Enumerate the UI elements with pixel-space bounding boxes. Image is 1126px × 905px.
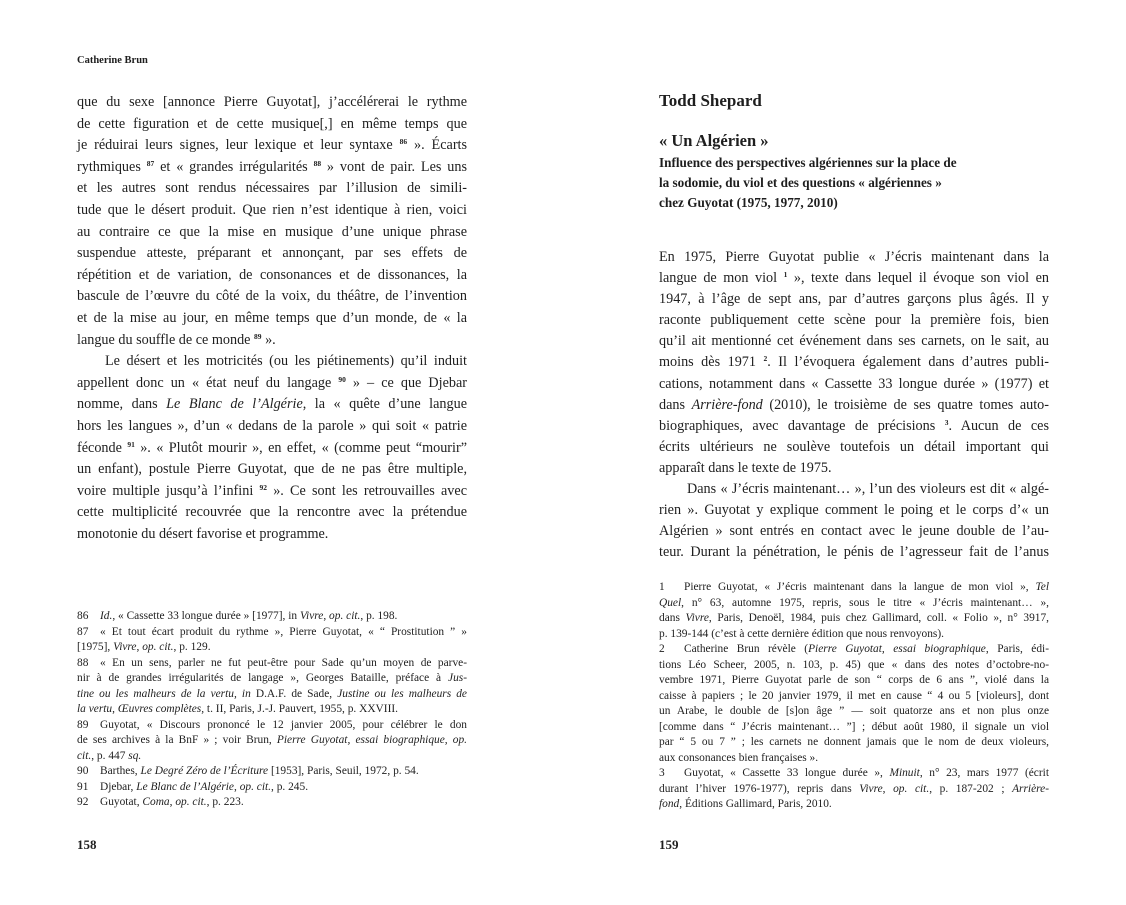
text: un Arabe, le double de [s]on âge ” — soit quatorze ans et non plus onze [659, 705, 1049, 717]
text-line [659, 500, 1049, 521]
text: , Éditions Gallimard, Paris, 2010. [679, 798, 832, 810]
text: , p. 129. [173, 641, 211, 653]
text: par “ 5 ou 7 ” ; les carnets ne donnent jamais que le nom de deux violeurs, [659, 736, 1049, 748]
text-line [659, 797, 1049, 813]
footnote-number: 88 [77, 656, 89, 669]
text-line [77, 764, 467, 780]
text-line [659, 268, 1049, 289]
italic-text: op. cit. [142, 641, 174, 653]
text: , p. 447 [91, 749, 129, 762]
text: , Paris, édi- [985, 643, 1049, 655]
footnote-number: 86 [77, 610, 89, 622]
italic-text: Justine ou les malheurs de [337, 687, 467, 700]
italic-text: Arrière-fond [691, 396, 763, 413]
text-line [659, 542, 1049, 563]
footnote-ref: 89 [254, 331, 262, 341]
text: Dans « J’écris maintenant… », l’un des violeurs est dit « algé- [687, 481, 1049, 498]
text: de ses archives à la BnF » ; voir Brun, [77, 734, 277, 746]
text: apparaît dans le texte de 1975. [659, 459, 832, 476]
text-line [77, 656, 467, 672]
text-line [77, 671, 467, 687]
text-line [77, 640, 467, 656]
footnote [77, 656, 467, 718]
text-line [77, 481, 467, 503]
text: , [233, 780, 240, 793]
text-line [77, 92, 467, 114]
footnote-ref: 92 [259, 482, 267, 492]
footnotes [659, 580, 1049, 813]
text: cette multiplicité recouvrée que la rencontre avec la prétendue [77, 504, 467, 521]
italic-text: op. cit. [175, 796, 207, 808]
italic-text: Le Blanc de l’Algérie [166, 396, 303, 413]
text-line [77, 795, 467, 811]
footnote [77, 609, 467, 625]
text: . Aucun de ces [948, 417, 1049, 434]
text: « Et tout écart produit du rythme », Pierre Guyotat, « “ Prostitution ” » [100, 625, 467, 638]
italic-text: Le Degré Zéro de l’Écriture [140, 765, 269, 777]
text: , p. 245. [271, 780, 309, 793]
text-line [659, 642, 1049, 658]
text: dans [659, 396, 692, 413]
text: Guyotat, [100, 796, 143, 808]
text-line [77, 625, 467, 641]
text: teur. Durant la pénétration, le pénis de l’agresseur fait de l’anus [659, 544, 1049, 561]
text-line [77, 135, 467, 157]
italic-text: tine ou les malheurs de la vertu, in [77, 687, 251, 700]
text: t. II, Paris, J.-J. Pauvert, 1955, p. XXVIII. [204, 703, 399, 715]
text: féconde [77, 439, 128, 456]
text: qu’il ait mentionné cet événement dans ses carnets, on le sait, au [659, 333, 1049, 350]
text-line [659, 247, 1049, 268]
text: , p. 223. [206, 796, 244, 808]
italic-text: Vivre [113, 641, 137, 653]
running-head: Catherine Brun [77, 55, 148, 66]
text: hors les langues », d’un « dedans de la parole » qui soit « patrie [77, 417, 467, 434]
body-text [659, 247, 1049, 563]
text-line [659, 479, 1049, 500]
footnote-ref: 91 [127, 439, 135, 449]
subtitle-line: chez Guyotat (1975, 1977, 2010) [659, 195, 838, 210]
italic-text: Arrière- [1012, 782, 1049, 795]
text-line [77, 609, 467, 625]
text: » vont de pair. Les uns [321, 158, 467, 175]
text: répétition et de variation, de consonances et de dissonances, la [77, 266, 467, 283]
text-line [77, 394, 467, 416]
text-line [659, 310, 1049, 331]
text: appellent donc un « état neuf du langage [77, 374, 339, 391]
paragraph [77, 92, 467, 351]
italic-text: Minuit [889, 767, 920, 779]
text-line [659, 673, 1049, 689]
text: langue du souffle de ce monde [77, 331, 255, 348]
italic-text: op. cit. [239, 780, 272, 793]
subtitle-line: Influence des perspectives algériennes sur la place de [659, 155, 957, 170]
text: dans [659, 612, 686, 624]
text-line [659, 735, 1049, 751]
paragraph [77, 351, 467, 545]
text: , [169, 796, 176, 808]
text-line [77, 308, 467, 330]
text: langue de mon viol [659, 270, 784, 287]
text: Algérien » sont entrés en contact avec le jeune double de l’au- [659, 523, 1049, 540]
text: , [136, 641, 143, 653]
text: [1953], Paris, Seuil, 1972, p. 54. [268, 765, 419, 777]
footnote-number: 2 [659, 643, 665, 655]
text-line [77, 286, 467, 308]
italic-text: Coma [142, 796, 170, 808]
text-line [659, 352, 1049, 373]
text: , [112, 703, 118, 715]
chapter-title: « Un Algérien » [659, 131, 769, 150]
text: caisse à papiers ; le 20 janvier 1979, il met en cause “ 4 ou 5 [violeurs], dont [659, 689, 1049, 702]
footnote-ref: 90 [338, 374, 346, 384]
text-line [77, 733, 467, 749]
footnote-number: 90 [77, 765, 89, 777]
footnote-ref: 86 [399, 137, 408, 147]
text: suspendue atteste, préparant et annonçant, par ses effets de [77, 245, 467, 262]
text: aux consonances bien françaises ». [659, 751, 819, 764]
footnote [77, 625, 467, 656]
text: . Il l’évoquera également dans d’autres publi- [767, 354, 1049, 371]
text-line [77, 438, 467, 460]
chapter-subtitle [659, 153, 957, 213]
text: Guyotat, « Discours prononcé le 12 janvier 2005, pour célébrer le don [100, 718, 467, 731]
text: ». « Plutôt mourir », en effet, « (comme peut “mourir” [134, 439, 467, 456]
italic-text: sq. [128, 749, 142, 762]
text-line [659, 395, 1049, 416]
footnote-number: 91 [77, 780, 89, 793]
right-page [563, 0, 1126, 905]
text: En 1975, Pierre Guyotat publie « J’écris maintenant dans la [659, 249, 1049, 265]
text-line [77, 780, 467, 796]
text-line [659, 331, 1049, 352]
text-line [77, 687, 467, 703]
text-line [77, 373, 467, 395]
text: , [882, 782, 894, 795]
text: rythmiques [77, 158, 147, 175]
text: que du sexe [annonce Pierre Guyotat], j’accélérerai le rythme [77, 94, 467, 110]
text: nir à de grandes irrégularités de langage », Georges Bataille, préface à [77, 672, 449, 684]
footnote-ref: 87 [146, 158, 155, 168]
text: monotonie du désert favorise et programme. [77, 525, 329, 542]
italic-text: Œuvres complètes, [117, 703, 205, 715]
text: et de la mise au jour, en même temps que d’un monde, de « la [77, 309, 467, 326]
italic-text: Quel [659, 596, 682, 609]
footnote-ref: 1 [783, 270, 788, 280]
text: [comme dans “ J’écris maintenant… ”] ; début août 1980, il signale un viol [659, 720, 1049, 733]
text: , p. 198. [360, 610, 398, 622]
text: écrits ultérieurs ne soulève toutefois un détail important qui [659, 438, 1049, 455]
italic-text: fond [659, 798, 680, 810]
text: , « Cassette 33 longue durée » [1977], in [112, 610, 300, 622]
text: tions Léo Scheer, 2005, n. 103, p. 45) que « dans des notes d’octobre-no- [659, 658, 1049, 671]
text-line [659, 289, 1049, 310]
text-line [659, 689, 1049, 705]
text: ». Écarts [407, 137, 468, 154]
footnote-ref: 88 [313, 158, 322, 168]
text-line [77, 749, 467, 765]
text: , p. 187-202 ; [929, 782, 1013, 795]
footnote-number: 3 [659, 767, 665, 779]
italic-text: Le Blanc de l’Algérie [136, 780, 234, 793]
text: Pierre Guyotat, « J’écris maintenant dans la langue de mon viol », [684, 581, 1036, 593]
text-line [659, 611, 1049, 627]
text: vembre 1971, Pierre Guyotat parle de son “ corps de 6 ans ”, violé dans la [659, 674, 1049, 686]
italic-text: Id. [100, 610, 113, 622]
italic-text: op. cit. [329, 610, 361, 622]
text: , n° 23, mars 1977 (écrit [919, 767, 1049, 779]
text: Le désert et les motricités (ou les piétinements) qu’il induit [105, 353, 467, 370]
text: , n° 63, automne 1975, repris, sous le titre « J’écris maintenant… », [681, 596, 1049, 609]
text-line [77, 416, 467, 438]
footnote-number: 89 [77, 718, 89, 731]
text: je réduirai leurs signes, leur lexique et leur syntaxe [77, 137, 400, 154]
text-line [77, 351, 467, 373]
italic-text: Pierre Guyotat, essai biographique [808, 643, 986, 655]
text-line [77, 200, 467, 222]
text-line [659, 766, 1049, 782]
footnote [659, 642, 1049, 766]
text: Guyotat, « Cassette 33 longue durée », [684, 767, 890, 779]
text: et les autres sont rendus nécessaires par l’illusion de simili- [77, 180, 467, 197]
italic-text: Vivre [685, 612, 709, 624]
text: D.A.F. de Sade, [250, 687, 338, 700]
text: [1975], [77, 641, 114, 653]
text-line [659, 627, 1049, 643]
footnote-number: 87 [77, 625, 89, 638]
text: Catherine Brun révèle ( [684, 643, 809, 655]
text-line [659, 720, 1049, 736]
text-line [659, 458, 1049, 479]
footnotes [77, 609, 467, 811]
text: un enfant), postule Pierre Guyotat, que de ne pas être multiple, [77, 461, 467, 478]
text: , [323, 610, 330, 622]
text: au contraire ce que la mise en musique d’une unique phrase [77, 223, 467, 240]
text-line [659, 521, 1049, 542]
italic-text: la vertu [77, 703, 113, 715]
text: tude que le désert produit. Que rien n’est identique à rien, voici [77, 201, 467, 218]
text-line [659, 782, 1049, 798]
subtitle-line: la sodomie, du viol et des questions « algériennes » [659, 175, 942, 190]
text-line [77, 157, 467, 179]
text-line [659, 374, 1049, 395]
italic-text: Tel [1035, 581, 1049, 593]
text-line [77, 243, 467, 265]
text: Djebar, [100, 780, 137, 793]
italic-text: Vivre [859, 782, 883, 795]
text-line [77, 265, 467, 287]
text: moins dès 1971 [659, 354, 764, 371]
text-line [659, 751, 1049, 767]
paragraph [659, 247, 1049, 479]
footnote [659, 766, 1049, 813]
text-line [77, 502, 467, 524]
footnote [77, 764, 467, 780]
text: Barthes, [100, 765, 141, 777]
paragraph [659, 479, 1049, 563]
body-text [77, 92, 467, 545]
footnote [77, 718, 467, 765]
text-line [659, 658, 1049, 674]
text-line [659, 437, 1049, 458]
italic-text: Vivre [299, 610, 324, 622]
text: durant l’hiver 1976-1977), repris dans [659, 782, 860, 795]
text: nomme, dans [77, 396, 167, 413]
text: de cette figuration et de cette musique[,] en même temps que [77, 115, 467, 132]
text: cations, notamment dans « Cassette 33 longue durée » (1977) et [659, 375, 1049, 392]
footnote-ref: 3 [944, 417, 949, 427]
text: ». [261, 331, 276, 348]
text: rien ». Guyotat y explique comment le poing et le corps d’« un [659, 502, 1049, 519]
text: (2010), le troisième de ses quatre tomes auto- [762, 396, 1050, 413]
text: p. 139-144 (c’est à cette dernière édition que nous renvoyons). [659, 627, 944, 640]
text: bascule de l’œuvre du côté de la voix, du théâtre, de l’invention [77, 288, 467, 305]
footnote-number: 92 [77, 796, 89, 808]
footnote [77, 780, 467, 796]
italic-text: cit. [77, 749, 92, 762]
italic-text: Pierre Guyotat, essai biographique, op. [276, 734, 468, 746]
text: raconte publiquement cette scène pour la première fois, bien [659, 312, 1049, 329]
text-line [77, 718, 467, 734]
text-line [77, 114, 467, 136]
footnote-ref: 2 [763, 354, 768, 364]
text: et « grandes irrégularités [154, 158, 314, 175]
text: biographiques, avec davantage de précisions [659, 417, 945, 434]
footnote [659, 580, 1049, 642]
text-line [77, 459, 467, 481]
text: , Paris, Denoël, 1984, puis chez Gallimard, coll. « Folio », n° 3917, [708, 612, 1050, 624]
chapter-author: Todd Shepard [659, 91, 762, 110]
text: ». Ce sont les retrouvailles avec [266, 482, 467, 499]
text: voire multiple jusqu’à l’infini [77, 482, 260, 499]
text: , la « quête d’une langue [302, 396, 467, 413]
text: 1947, à l’âge de sept ans, par d’autres garçons plus âgés. Il y [659, 291, 1049, 308]
text-line [77, 222, 467, 244]
text-line [659, 416, 1049, 437]
italic-text: Jus- [448, 672, 467, 684]
text-line [77, 524, 467, 546]
text-line [77, 330, 467, 352]
text-line [77, 702, 467, 718]
page-number: 159 [659, 837, 679, 852]
footnote [77, 795, 467, 811]
footnote-number: 1 [659, 581, 665, 593]
text: », texte dans lequel il évoque son viol en [787, 270, 1049, 287]
text: » – ce que Djebar [345, 374, 467, 391]
text-line [659, 596, 1049, 612]
text-line [659, 580, 1049, 596]
text-line [659, 704, 1049, 720]
page-number: 158 [77, 837, 97, 852]
italic-text: op. cit. [893, 782, 930, 795]
text-line [77, 178, 467, 200]
text: « En un sens, parler ne fut peut-être pour Sade qu’un moyen de parve- [100, 656, 467, 669]
